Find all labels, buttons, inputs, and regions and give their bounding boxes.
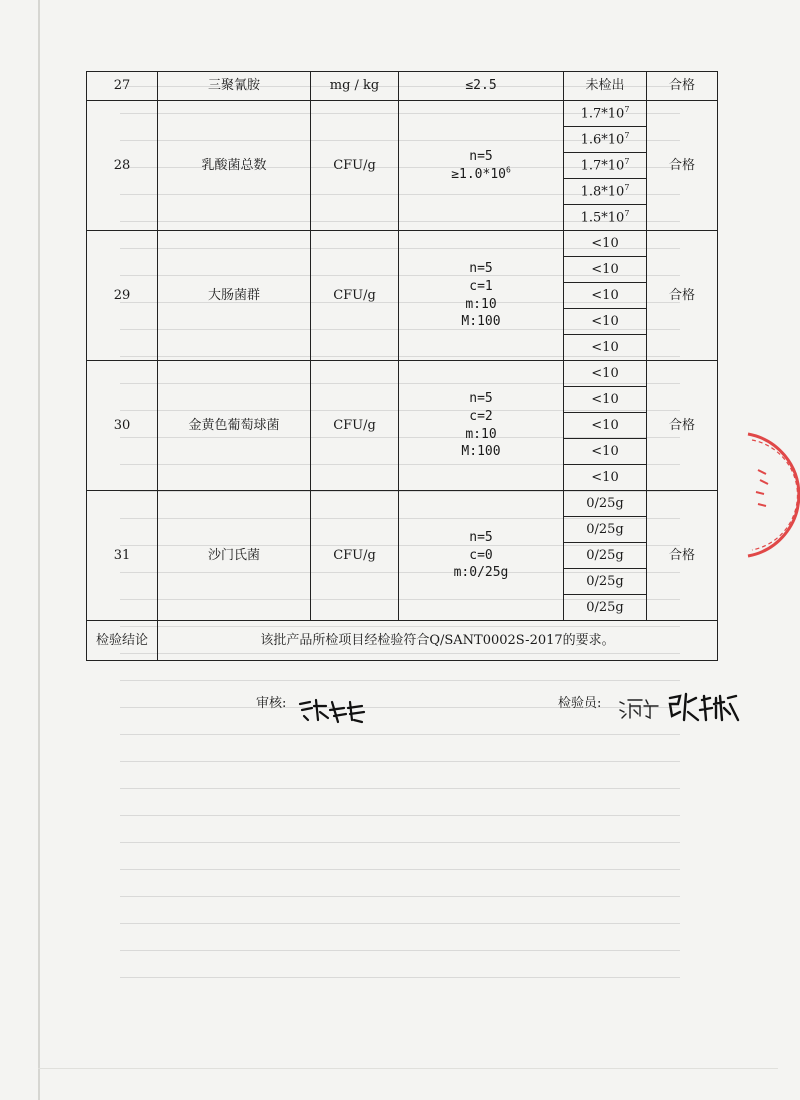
verdict: 合格 — [647, 72, 718, 101]
result: 0/25g — [564, 543, 647, 569]
result: $1.7*10^7$ — [564, 153, 647, 179]
unit: CFU/g — [311, 231, 399, 361]
result: $1.5*10^7$ — [564, 205, 647, 231]
table-row — [87, 491, 718, 517]
standard: n=5 c=0 m:0/25g — [399, 491, 564, 621]
item-name: 金黄色葡萄球菌 — [158, 361, 311, 491]
table-row — [87, 72, 718, 101]
result: $1.8*10^7$ — [564, 179, 647, 205]
standard: n=5 c=2 m:10 M:100 — [399, 361, 564, 491]
result: <10 — [564, 309, 647, 335]
table-row — [87, 101, 718, 127]
row-number: 31 — [87, 491, 158, 621]
reviewer-label: 审核: — [256, 696, 287, 711]
result: 未检出 — [564, 72, 647, 101]
reviewer-signature — [296, 696, 366, 724]
unit: CFU/g — [311, 361, 399, 491]
standard-line: n=5 — [469, 148, 493, 164]
page-edge — [38, 0, 40, 1100]
conclusion-label: 检验结论 — [87, 621, 158, 661]
result: <10 — [564, 387, 647, 413]
standard — [399, 101, 564, 231]
result: <10 — [564, 283, 647, 309]
inspector-label: 检验员: — [558, 696, 602, 711]
result: <10 — [564, 361, 647, 387]
item-name: 三聚氰胺 — [158, 72, 311, 101]
result: <10 — [564, 335, 647, 361]
result: <10 — [564, 465, 647, 491]
unit: CFU/g — [311, 491, 399, 621]
conclusion-text: 该批产品所检项目经检验符合Q/SANT0002S-2017的要求。 — [158, 621, 718, 661]
result: $1.6*10^7$ — [564, 127, 647, 153]
table-row — [87, 361, 718, 387]
result: <10 — [564, 413, 647, 439]
page-edge-bottom — [38, 1068, 778, 1069]
row-number: 27 — [87, 72, 158, 101]
verdict: 合格 — [647, 101, 718, 231]
result: <10 — [564, 257, 647, 283]
verdict: 合格 — [647, 231, 718, 361]
standard-line: $\ge 1.0*10^6$ — [451, 165, 511, 182]
result: 0/25g — [564, 491, 647, 517]
table-row — [87, 231, 718, 257]
result: 0/25g — [564, 595, 647, 621]
standard: ≤2.5 — [399, 72, 564, 101]
inspector-signature — [618, 696, 660, 720]
verdict: 合格 — [647, 361, 718, 491]
result: 0/25g — [564, 517, 647, 543]
result: <10 — [564, 439, 647, 465]
conclusion-row — [87, 621, 718, 661]
row-number: 28 — [87, 101, 158, 231]
inspector-signature — [666, 690, 740, 724]
row-number: 29 — [87, 231, 158, 361]
item-name: 沙门氏菌 — [158, 491, 311, 621]
result: $1.7*10^7$ — [564, 101, 647, 127]
item-name: 乳酸菌总数 — [158, 101, 311, 231]
verdict: 合格 — [647, 491, 718, 621]
unit: CFU/g — [311, 101, 399, 231]
unit: mg / kg — [311, 72, 399, 101]
inspection-table — [86, 71, 718, 661]
signature-area — [0, 690, 800, 730]
stamp — [728, 430, 800, 560]
item-name: 大肠菌群 — [158, 231, 311, 361]
result: <10 — [564, 231, 647, 257]
row-number: 30 — [87, 361, 158, 491]
standard: n=5 c=1 m:10 M:100 — [399, 231, 564, 361]
result: 0/25g — [564, 569, 647, 595]
